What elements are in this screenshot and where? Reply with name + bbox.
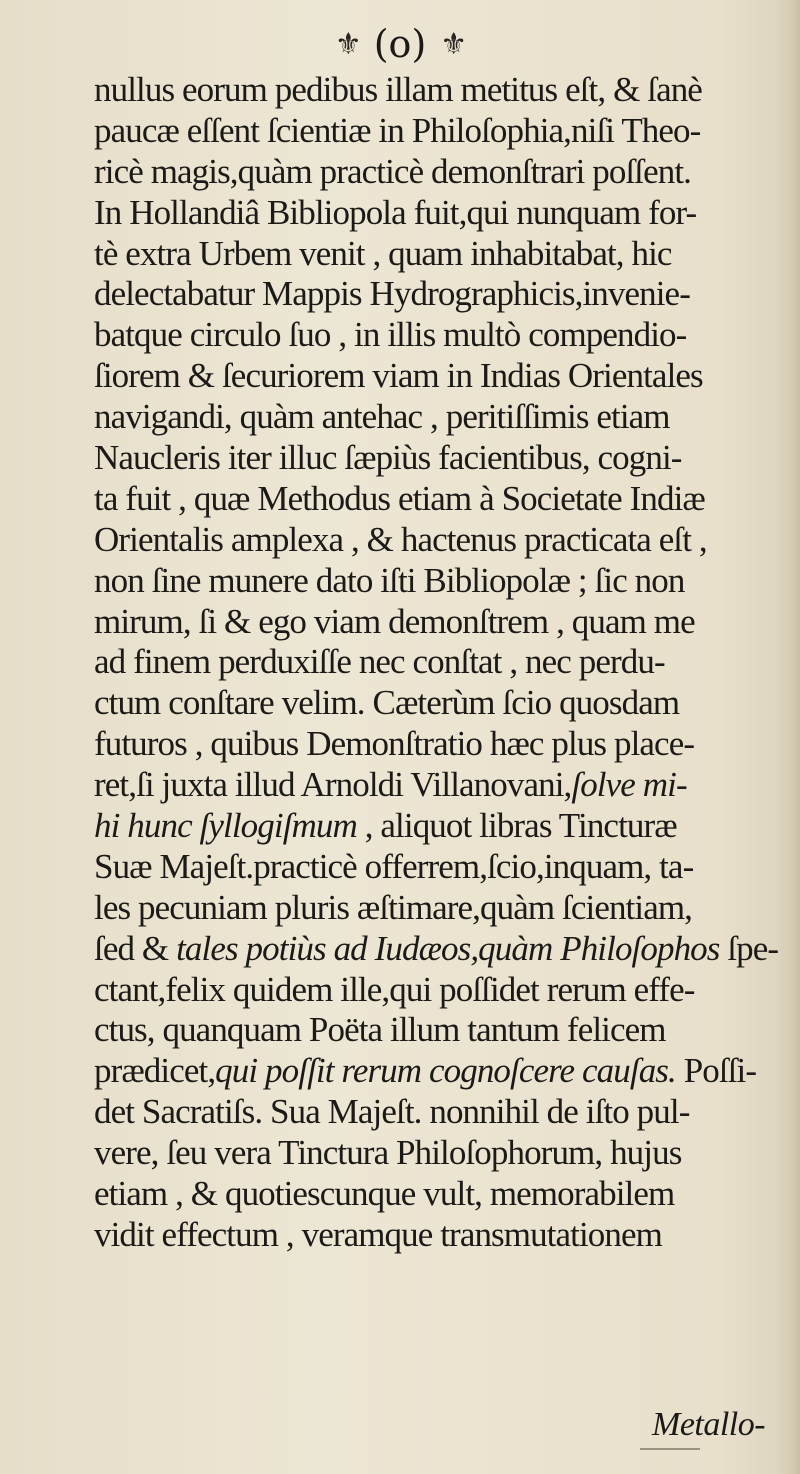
text-line: ta fuit , quæ Methodus etiam à Societate Indiæ bbox=[94, 478, 705, 518]
text-line: ctus, quanquam Poëta illum tantum felicem bbox=[94, 1010, 666, 1050]
text-line: futuros , quibus Demonſtratio hæc plus place- bbox=[94, 724, 695, 764]
text-line: prædicet,qui poſſit rerum cognoſcere cauſas. Poſſi- bbox=[94, 1051, 757, 1091]
text-line: Naucleris iter illuc ſæpiùs facientibus, cogni- bbox=[94, 438, 682, 478]
body-text bbox=[94, 70, 784, 1256]
text-line: Suæ Majeſt.practicè offerrem,ſcio,inquam, ta- bbox=[94, 846, 694, 886]
text-line: non ſine munere dato iſti Bibliopolæ ; ſic non bbox=[94, 560, 685, 600]
text-line: delectabatur Mappis Hydrographicis,invenie- bbox=[94, 274, 690, 314]
text-line: det Sacratiſs. Sua Majeſt. nonnihil de iſto pul- bbox=[94, 1092, 690, 1132]
text-line: ricè magis,quàm practicè demonſtrari poſſent. bbox=[94, 151, 692, 191]
text-line: etiam , & quotiescunque vult, memorabilem bbox=[94, 1174, 675, 1214]
text-line: vere, ſeu vera Tinctura Philoſophorum, hujus bbox=[94, 1133, 682, 1173]
text-line: hi hunc ſyllogiſmum , aliquot libras Tincturæ bbox=[94, 806, 677, 846]
text-line: les pecuniam pluris æſtimare,quàm ſcientiam, bbox=[94, 887, 693, 927]
text-line: ad finem perduxiſſe nec conſtat , nec perdu- bbox=[94, 642, 665, 682]
text-line: ctant,felix quidem ille,qui poſſidet rerum effe- bbox=[94, 969, 695, 1009]
page-number: (o) bbox=[373, 22, 427, 66]
text-line: batque circulo ſuo , in illis multò compendio- bbox=[94, 315, 687, 355]
text-line: vidit effectum , veramque transmutationem bbox=[94, 1214, 662, 1254]
text-line: ctum conſtare velim. Cæterùm ſcio quosdam bbox=[94, 683, 680, 723]
text-line: ſiorem & ſecuriorem viam in Indias Orientales bbox=[94, 356, 703, 396]
text-line: mirum, ſi & ego viam demonſtrem , quam me bbox=[94, 601, 695, 641]
text-line: In Hollandiâ Bibliopola fuit,qui nunquam for- bbox=[94, 192, 697, 232]
page-header bbox=[0, 14, 800, 74]
text-line: tè extra Urbem venit , quam inhabitabat, hic bbox=[94, 233, 672, 273]
text-line: ret,ſi juxta illud Arnoldi Villanovani,ſolve mi- bbox=[94, 765, 687, 805]
left-ornament-icon: ⚜ bbox=[334, 26, 360, 62]
catchword: Metallo- bbox=[652, 1406, 766, 1443]
text-line: Orientalis amplexa , & hactenus practicata eſt , bbox=[94, 519, 707, 559]
text-line: navigandi, quàm antehac , peritiſſimis etiam bbox=[94, 397, 670, 437]
text-line: ſed & tales potiùs ad Iudæos,quàm Philoſophos ſpe- bbox=[94, 928, 779, 968]
right-ornament-icon: ⚜ bbox=[440, 26, 466, 62]
text-line: nullus eorum pedibus illam metitus eſt, & ſanè bbox=[94, 70, 702, 109]
text-line: paucæ eſſent ſcientiæ in Philoſophia,niſi Theo- bbox=[94, 110, 701, 150]
footer-mark bbox=[640, 1448, 700, 1456]
